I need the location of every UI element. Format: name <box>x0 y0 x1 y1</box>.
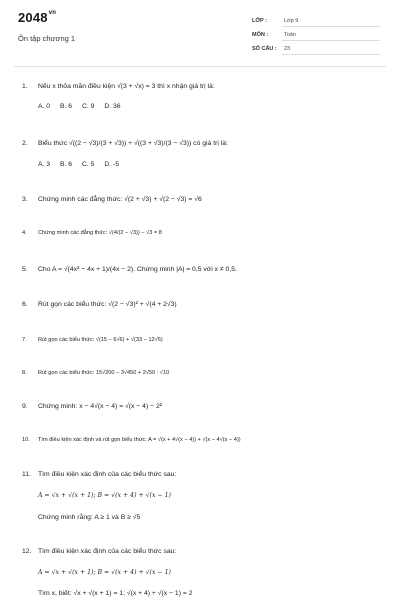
question-2-options <box>38 161 127 168</box>
question-text: Tìm điều kiện xác định và rút gọn biểu thức: A = √(x + 4√(x − 4)) + √(x − 4√(x − 4)) <box>38 437 241 443</box>
meta-underline <box>282 26 380 27</box>
question-7 <box>22 337 382 343</box>
question-text: Tìm điều kiện xác định của các biểu thức sau: <box>38 548 177 555</box>
question-5 <box>22 266 382 273</box>
question-text: Chứng minh các đẳng thức: √(2 + √3) + √(2 − √3) = √6 <box>38 196 202 203</box>
logo-suffix: vn <box>48 10 57 16</box>
question-number: 3. <box>22 196 28 203</box>
question-number: 11. <box>22 471 31 478</box>
logo-text: 2048 <box>18 10 48 25</box>
question-number: 2. <box>22 140 28 147</box>
meta-underline <box>282 40 380 41</box>
question-number: 5. <box>22 266 28 273</box>
site-logo <box>18 10 56 25</box>
question-1-options <box>38 103 129 110</box>
question-number: 1. <box>22 83 28 90</box>
meta-label: MÔN : <box>252 32 269 38</box>
question-number: 6. <box>22 301 28 308</box>
meta-label: LỚP : <box>252 18 267 24</box>
question-number: 12. <box>22 548 32 555</box>
option-d: D. -5 <box>104 161 120 168</box>
option-a: A. 0 <box>38 103 51 110</box>
question-number: 8. <box>22 370 27 376</box>
question-4 <box>22 230 382 236</box>
question-9 <box>22 403 382 410</box>
question-text: Rút gọn các biểu thức: √(15 − 6√6) + √(33 − 12√6) <box>38 337 163 343</box>
question-text: Biểu thức √((2 − √3)/(3 + √3)) + √((3 + √3)/(3 − √3)) có giá trị là: <box>38 140 228 147</box>
question-12 <box>22 548 382 555</box>
question-number: 7. <box>22 337 27 343</box>
meta-value: Lớp 9 <box>284 18 299 24</box>
page-title: Ôn tập chương 1 <box>18 34 76 43</box>
question-text: Rút gọn các biểu thức: 15√200 − 3√450 + 2√50 : √10 <box>38 370 170 376</box>
option-d: D. 36 <box>104 103 121 110</box>
question-11-prove: Chứng minh rằng: A ≥ 1 và B ≥ √5 <box>38 514 141 521</box>
question-number: 9. <box>22 403 28 410</box>
question-number: 4. <box>22 230 27 236</box>
question-12-find-x: Tìm x, biết: √x + √(x + 1) = 1; √(x + 4) + √(x − 1) = 2 <box>38 590 193 597</box>
option-c: C. 5 <box>81 161 95 168</box>
meta-underline <box>282 54 380 55</box>
option-b: B. 6 <box>59 103 73 110</box>
question-12-expressions: A = √x + √(x + 1); B = √(x + 4) + √(x − 1) <box>38 569 171 576</box>
option-c: C. 9 <box>81 103 95 110</box>
meta-value: Toán <box>284 32 296 38</box>
question-6 <box>22 301 382 308</box>
question-11-expressions: A = √x + √(x + 1); B = √(x + 4) + √(x − 1) <box>38 492 171 499</box>
option-a: A. 3 <box>38 161 51 168</box>
question-3 <box>22 196 382 203</box>
question-8 <box>22 370 382 376</box>
header-divider <box>14 66 386 67</box>
meta-value: 23 <box>284 46 291 52</box>
worksheet-header <box>0 0 400 70</box>
question-text: Chứng minh các đẳng thức: √(4/(2 − √3)) − √3 = 8 <box>38 230 162 236</box>
question-text: Rút gọn các biểu thức: √(2 − √3)² + √(4 + 2√3) <box>38 301 177 308</box>
meta-label: SỐ CÂU : <box>252 46 277 52</box>
question-1 <box>22 83 382 90</box>
option-b: B. 6 <box>59 161 73 168</box>
question-2 <box>22 140 382 147</box>
question-number: 10. <box>22 437 30 443</box>
question-text: Cho A = √(4x² − 4x + 1)/(4x − 2). Chứng minh |A| = 0,5 với x ≠ 0,5. <box>38 266 237 273</box>
question-text: Tìm điều kiện xác định của các biểu thức sau: <box>38 471 177 478</box>
question-10 <box>22 437 382 443</box>
question-text: Chứng minh: x − 4√(x − 4) = √(x − 4) − 2² <box>38 403 163 410</box>
question-11 <box>22 471 382 478</box>
question-text: Nếu x thỏa mãn điều kiện √(3 + √x) = 3 thì x nhận giá trị là: <box>38 83 215 90</box>
